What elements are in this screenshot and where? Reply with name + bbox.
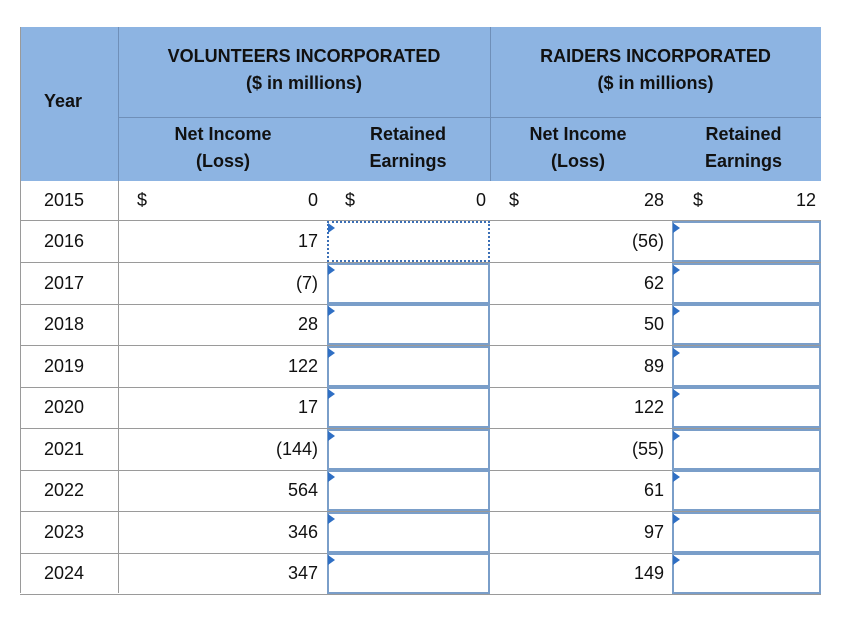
rai-net-income-cell: 149 [633, 563, 664, 583]
rai-retained-header-1: Retained [705, 124, 782, 144]
vol-retained-input-marker [328, 472, 335, 482]
rai-net-income-cell: (56) [631, 231, 664, 251]
rai-retained-input-marker [673, 306, 680, 316]
vol-retained-input[interactable] [327, 387, 490, 428]
company2-name: RAIDERS INCORPORATED [540, 46, 771, 66]
company1-name: VOLUNTEERS INCORPORATED [167, 46, 441, 66]
vol-retained-input-marker [328, 223, 335, 233]
rai-retained-input[interactable] [672, 346, 821, 387]
vol-retained-input-marker [328, 555, 335, 565]
vol-net-income-2015: 0 [307, 190, 318, 210]
vol-net-income-cell: 28 [297, 314, 318, 334]
rai-net-income-header-2: (Loss) [551, 151, 605, 171]
vol-retained-input[interactable] [327, 221, 490, 262]
rai-retained-input-marker [673, 348, 680, 358]
rai-retained-input[interactable] [672, 429, 821, 470]
rai-retained-input[interactable] [672, 221, 821, 262]
vol-retained-input[interactable] [327, 470, 490, 511]
rai-retained-currency: $ [693, 190, 704, 210]
table-left-border [20, 27, 21, 593]
vol-retained-2015: 0 [475, 190, 486, 210]
year-cell: 2018 [44, 314, 85, 334]
rai-net-income-cell: 97 [643, 522, 664, 542]
rai-retained-input[interactable] [672, 304, 821, 345]
vol-net-income-currency: $ [137, 190, 148, 210]
year-header: Year [44, 91, 83, 111]
vol-retained-input[interactable] [327, 346, 490, 387]
rai-net-income-cell: 62 [643, 273, 664, 293]
rai-retained-input-marker [673, 555, 680, 565]
year-cell: 2020 [44, 397, 85, 417]
rai-net-income-cell: 89 [643, 356, 664, 376]
vol-retained-input[interactable] [327, 304, 490, 345]
rai-net-income-header-1: Net Income [529, 124, 627, 144]
vol-retained-header-1: Retained [369, 124, 447, 144]
vol-net-income-cell: (144) [275, 439, 318, 459]
vol-net-income-cell: 17 [297, 397, 318, 417]
vol-net-income-header-2: (Loss) [196, 151, 250, 171]
vol-retained-input[interactable] [327, 429, 490, 470]
rai-net-income-cell: 61 [643, 480, 664, 500]
rai-net-income-cell: (55) [631, 439, 664, 459]
rai-net-income-cell: 122 [633, 397, 664, 417]
rai-retained-input-marker [673, 472, 680, 482]
vol-net-income-cell: 17 [297, 231, 318, 251]
year-cell: 2019 [44, 356, 85, 376]
rai-retained-input-marker [673, 514, 680, 524]
rai-retained-input-marker [673, 389, 680, 399]
year-cell: 2023 [44, 522, 85, 542]
rai-retained-input-marker [673, 223, 680, 233]
year-cell: 2022 [44, 480, 85, 500]
vol-retained-currency: $ [345, 190, 356, 210]
vol-net-income-cell: 122 [287, 356, 318, 376]
row-border [20, 594, 821, 595]
vol-net-income-cell: 347 [287, 563, 318, 583]
vol-retained-input-marker [328, 389, 335, 399]
vol-net-income-cell: 564 [287, 480, 318, 500]
company1-units: ($ in millions) [245, 73, 362, 93]
vol-retained-input-marker [328, 431, 335, 441]
year-cell: 2021 [44, 439, 85, 459]
rai-net-income-cell: 50 [643, 314, 664, 334]
header-divider [118, 117, 821, 118]
rai-retained-input-marker [673, 431, 680, 441]
vol-retained-header-2: Earnings [369, 151, 447, 171]
rai-net-income-2015: 28 [643, 190, 664, 210]
vol-net-income-cell: (7) [296, 273, 318, 293]
vol-retained-input[interactable] [327, 553, 490, 594]
vol-retained-input-marker [328, 348, 335, 358]
rai-retained-2015: 12 [795, 190, 816, 210]
year-cell: 2024 [44, 563, 85, 583]
vol-retained-input[interactable] [327, 512, 490, 553]
year-2015: 2015 [44, 190, 85, 210]
vol-retained-input-marker [328, 265, 335, 275]
vol-retained-input[interactable] [327, 263, 490, 304]
rai-retained-input[interactable] [672, 263, 821, 304]
rai-net-income-currency: $ [509, 190, 520, 210]
year-cell: 2016 [44, 231, 85, 251]
rai-retained-header-2: Earnings [704, 151, 783, 171]
company2-units: ($ in millions) [597, 73, 714, 93]
rai-retained-input[interactable] [672, 387, 821, 428]
rai-retained-input[interactable] [672, 553, 821, 594]
year-cell: 2017 [44, 273, 85, 293]
vol-net-income-header-1: Net Income [174, 124, 272, 144]
vol-net-income-cell: 346 [287, 522, 318, 542]
rai-retained-input[interactable] [672, 512, 821, 553]
vol-retained-input-marker [328, 306, 335, 316]
vol-retained-input-marker [328, 514, 335, 524]
rai-retained-input-marker [673, 265, 680, 275]
rai-retained-input[interactable] [672, 470, 821, 511]
